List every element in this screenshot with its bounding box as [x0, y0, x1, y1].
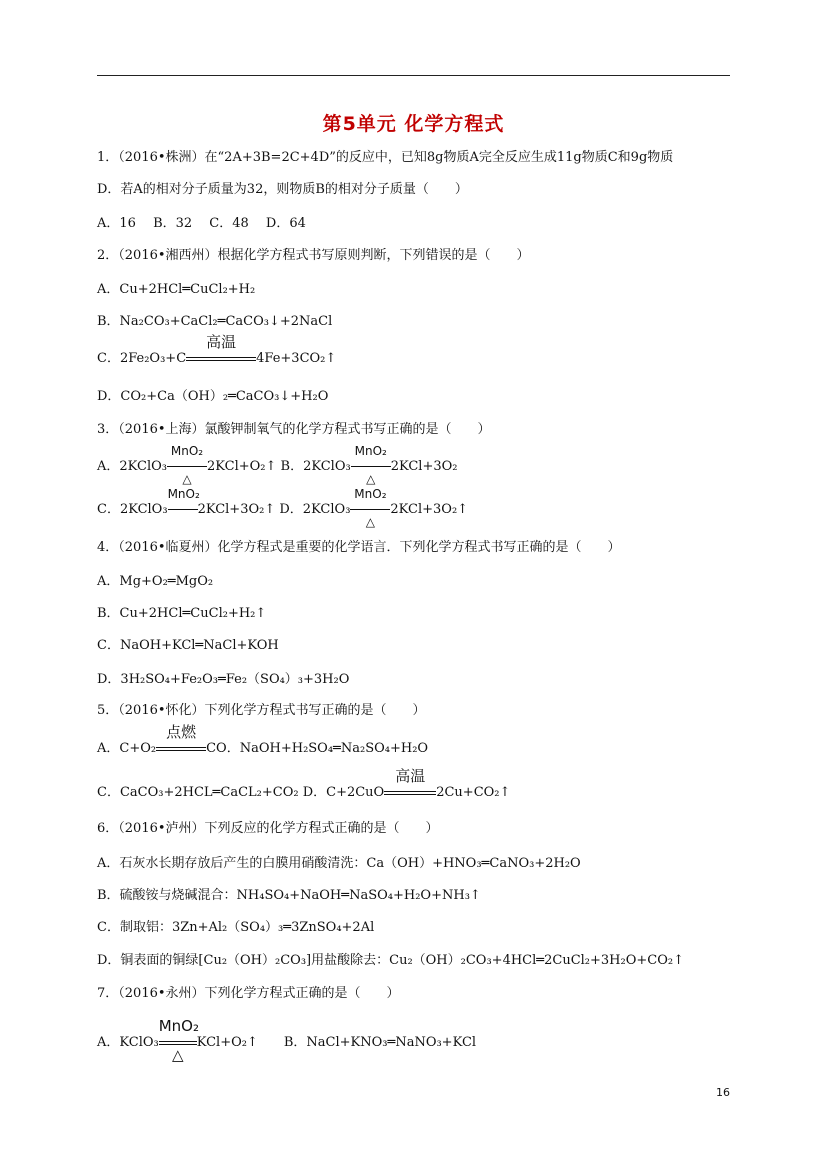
q4-stem: 4．（2016•临夏州）化学方程式是重要的化学语言．下列化学方程式书写正确的是（ ）	[97, 540, 621, 555]
q3-c-reactants: C．2KClO₃	[97, 502, 168, 517]
q6-option-a: A．石灰水长期存放后产生的白膜用硝酸清洗：Ca（OH）+HNO₃═CaNO₃+2H₂O	[97, 856, 581, 871]
q2-stem: 2．（2016•湘西州）根据化学方程式书写原则判断，下列错误的是（ ）	[97, 248, 530, 263]
q1-options: A．16 B．32 C．48 D．64	[97, 216, 306, 231]
q5-a-condition-arrow	[156, 723, 206, 758]
q3-c-condition-arrow	[167, 487, 200, 519]
q7-a-heat: △	[171, 1046, 184, 1064]
q5-a-reactants: A．C+O₂	[97, 741, 157, 756]
q3-b-condition-arrow	[351, 444, 391, 486]
q3-b-catalyst: MnO₂	[354, 444, 387, 458]
q2-c-condition: 高温	[206, 333, 237, 351]
q6-stem: 6．（2016•泸州）下列反应的化学方程式正确的是（ ）	[97, 821, 439, 836]
q6-option-b: B．硫酸铵与烧碱混合：NH₄SO₄+NaOH═NaSO₄+H₂O+NH₃↑	[97, 888, 481, 903]
q3-options-ab	[97, 444, 458, 486]
q3-a-condition-arrow	[167, 444, 207, 486]
q2-c-products: 4Fe+3CO₂↑	[256, 351, 337, 366]
page-number: 16	[716, 1086, 730, 1099]
q3-b-products: 2KCl+3O₂	[390, 459, 458, 474]
q2-c-reactants: C．2Fe₂O₃+C	[97, 351, 187, 366]
q2-option-b: B．Na₂CO₃+CaCl₂═CaCO₃↓+2NaCl	[97, 314, 333, 329]
q4-option-b: B．Cu+2HCl═CuCl₂+H₂↑	[97, 606, 267, 621]
q3-c-products: 2KCl+3O₂↑	[197, 502, 276, 517]
q5-ab-rest: CO．NaOH+H₂SO₄═Na₂SO₄+H₂O	[206, 741, 429, 756]
q7-stem: 7．（2016•永州）下列化学方程式正确的是（ ）	[97, 986, 400, 1001]
q7-rest: KCl+O₂↑ B．NaCl+KNO₃═NaNO₃+KCl	[196, 1035, 477, 1050]
q2-option-a: A．Cu+2HCl═CuCl₂+H₂	[97, 282, 256, 297]
q3-d-heat: △	[365, 515, 376, 529]
q5-stem: 5．（2016•怀化）下列化学方程式书写正确的是（ ）	[97, 703, 426, 718]
q5-d-condition-arrow	[384, 767, 436, 802]
q4-option-d: D．3H₂SO₄+Fe₂O₃═Fe₂（SO₄）₃+3H₂O	[97, 672, 350, 687]
q3-d-condition-arrow	[350, 487, 390, 529]
q3-b-reactants: B．2KClO₃	[280, 459, 351, 474]
q3-a-reactants: A．2KClO₃	[97, 459, 167, 474]
q7-options	[97, 1017, 477, 1064]
q3-d-catalyst: MnO₂	[354, 487, 387, 501]
q5-d-products: 2Cu+CO₂↑	[436, 785, 511, 800]
q2-c-condition-arrow	[186, 333, 256, 368]
q3-a-products: 2KCl+O₂↑	[207, 459, 277, 474]
q3-c-catalyst: MnO₂	[167, 487, 200, 501]
q7-a-reactants: A．KClO₃	[97, 1035, 159, 1050]
q1-stem-line2: D．若A的相对分子质量为32，则物质B的相对分子质量（ ）	[97, 182, 468, 197]
q3-d-reactants: D．2KClO₃	[279, 502, 351, 517]
q3-b-heat: △	[366, 472, 376, 486]
q3-a-heat: △	[182, 472, 192, 486]
q1-stem-line1: 1．（2016•株洲）在“2A+3B=2C+4D”的反应中，已知8g物质A完全反应生成11g物质C和9g物质	[97, 150, 674, 165]
page-title: 第5单元 化学方程式	[322, 113, 505, 135]
q6-option-c: C．制取铝：3Zn+Al₂（SO₄）₃═3ZnSO₄+2Al	[97, 920, 375, 935]
q5-a-condition: 点燃	[166, 723, 197, 741]
q7-a-catalyst: MnO₂	[158, 1017, 200, 1035]
q6-option-d: D．铜表面的铜绿[Cu₂（OH）₂CO₃]用盐酸除去：Cu₂（OH）₂CO₃+4HCl═2CuCl₂+3H₂O+CO₂↑	[97, 953, 684, 968]
q3-a-catalyst: MnO₂	[170, 444, 204, 458]
q5-d-condition: 高温	[395, 767, 426, 785]
header-rule	[97, 75, 730, 76]
q5-options-ab	[97, 723, 429, 758]
q5-options-cd	[97, 767, 511, 802]
q3-d-products: 2KCl+3O₂↑	[390, 502, 469, 517]
q4-option-c: C．NaOH+KCl═NaCl+KOH	[97, 638, 279, 653]
q2-option-d: D．CO₂+Ca（OH）₂═CaCO₃↓+H₂O	[97, 389, 329, 404]
q7-a-condition-arrow	[158, 1017, 200, 1064]
q2-option-c	[97, 333, 337, 368]
q3-stem: 3．（2016•上海）氯酸钾制氧气的化学方程式书写正确的是（ ）	[97, 422, 491, 437]
q5-c-equation: C．CaCO₃+2HCL═CaCL₂+CO₂ D．C+2CuO	[97, 785, 385, 800]
q3-options-cd	[97, 487, 469, 529]
q4-option-a: A．Mg+O₂═MgO₂	[97, 574, 214, 589]
